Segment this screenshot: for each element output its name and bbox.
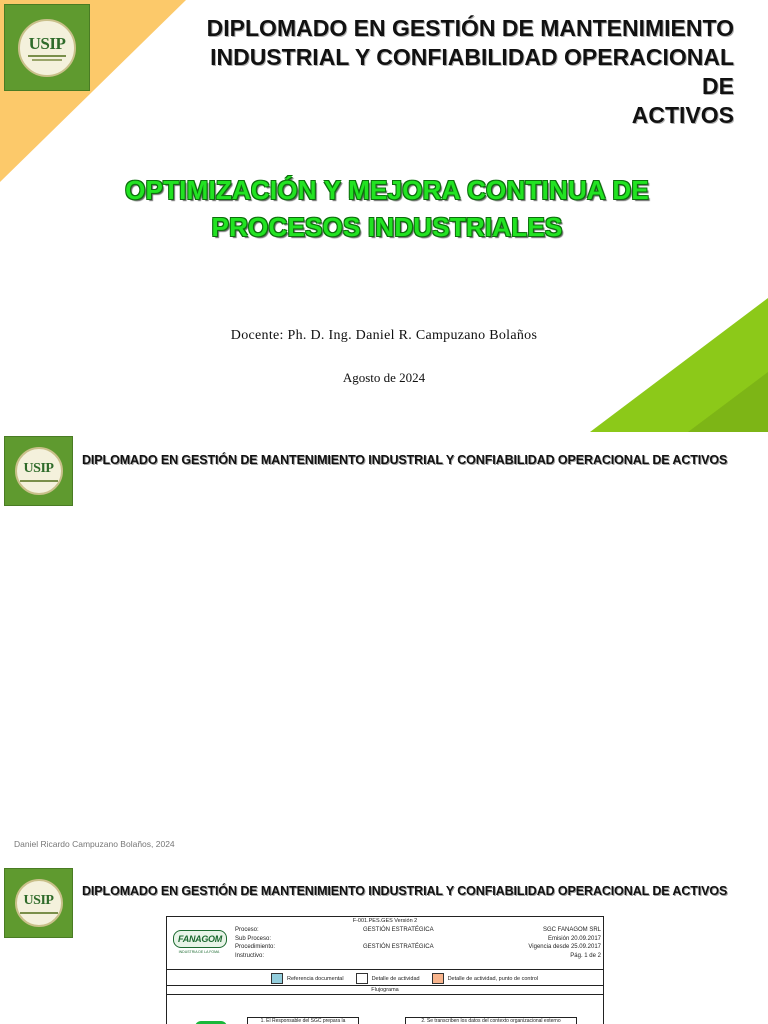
slide-footer: Daniel Ricardo Campuzano Bolaños, 2024 [14, 839, 175, 849]
usip-logo-emblem [15, 447, 63, 495]
label-instructivo: Instructivo: [235, 952, 265, 959]
document-field-labels [235, 926, 275, 960]
legend-item-control: Detalle de actividad, punto de control [432, 973, 539, 984]
flowchart-step-1: 1. El Responsable del SGC prepara la [247, 1017, 359, 1024]
diploma-title-line-3: ACTIVOS [631, 102, 734, 128]
document-code: F-001.PES.GES Versión 2 [352, 918, 418, 924]
value-subproceso [363, 935, 434, 944]
usip-logo-text: USIP [28, 33, 66, 53]
usip-logo [4, 436, 73, 506]
diploma-title-line-2: INDUSTRIAL Y CONFIABILIDAD OPERACIONAL DE [210, 44, 734, 99]
meta-company: SGC FANAGOM SRL [542, 927, 601, 933]
fanagom-logo-text: FANAGOM [178, 934, 222, 944]
usip-logo [4, 868, 73, 938]
meta-emission: Emisión 20.09.2017 [547, 935, 601, 942]
course-title-line-2: PROCESOS INDUSTRIALES [211, 212, 563, 242]
flowchart-header: Flujograma [167, 985, 603, 995]
document-field-values [363, 926, 434, 960]
usip-logo-emblem [15, 879, 63, 927]
diploma-banner: DIPLOMADO EN GESTIÓN DE MANTENIMIENTO INDUSTRIAL Y CONFIABILIDAD OPERACIONAL DE ACTIVOS [82, 453, 728, 467]
course-title-line-1: OPTIMIZACIÓN Y MEJORA CONTINUA DE [125, 175, 649, 205]
fanagom-tagline: INDUSTRIA DE LA FOMA [178, 950, 220, 954]
title-slide [0, 0, 768, 432]
legend-swatch-white [356, 973, 368, 984]
usip-logo-text: USIP [23, 893, 54, 908]
legend-swatch-orange [432, 973, 444, 984]
content-slide-document [0, 860, 768, 1024]
usip-logo [4, 4, 90, 91]
content-slide-blank [0, 432, 768, 860]
label-subproceso: Sub Proceso: [235, 935, 272, 942]
document-legend [271, 973, 544, 984]
instructor-name: Docente: Ph. D. Ing. Daniel R. Campuzano Bolaños [230, 328, 538, 343]
label-proceso: Proceso: [235, 927, 259, 933]
usip-logo-emblem [18, 19, 76, 77]
course-title [60, 172, 714, 246]
value-proceso: GESTIÓN ESTRATÉGICA [363, 927, 434, 933]
document-meta [528, 926, 601, 960]
date-label: Agosto de 2024 [342, 370, 426, 385]
value-procedimiento: GESTIÓN ESTRATÉGICA [363, 944, 434, 950]
diploma-title-line-1: DIPLOMADO EN GESTIÓN DE MANTENIMIENTO [206, 15, 734, 41]
process-document [166, 916, 604, 1024]
meta-page: Pág. 1 de 2 [570, 952, 601, 959]
legend-swatch-blue [271, 973, 283, 984]
label-procedimiento: Procedimiento: [235, 944, 276, 950]
usip-logo-text: USIP [23, 461, 54, 476]
document-header [167, 917, 603, 970]
fanagom-logo [173, 930, 225, 956]
diploma-banner: DIPLOMADO EN GESTIÓN DE MANTENIMIENTO INDUSTRIAL Y CONFIABILIDAD OPERACIONAL DE ACTIVOS [82, 884, 728, 898]
value-instructivo [363, 952, 434, 961]
meta-validity: Vigencia desde 25.09.2017 [528, 944, 601, 950]
legend-item-activity: Detalle de actividad [356, 973, 420, 984]
flowchart-step-2: 2. Se transcriben los datos del contexto organizacional externo [405, 1017, 577, 1024]
diploma-title [174, 14, 734, 130]
legend-item-reference: Referencia documental [271, 973, 344, 984]
